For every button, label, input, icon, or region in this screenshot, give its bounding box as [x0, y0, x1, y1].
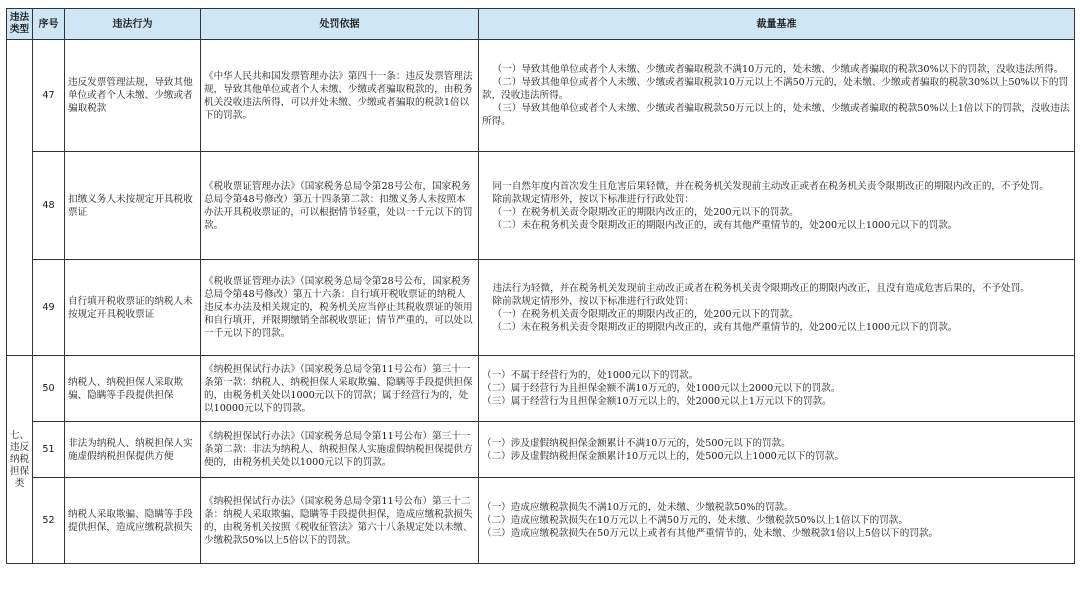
row-number: 47 [33, 40, 65, 152]
table-row [7, 40, 1075, 152]
row-behavior: 非法为纳税人、纳税担保人实施虚假纳税担保提供方便 [65, 422, 201, 478]
standard-line: （一）造成应缴税款损失不满10万元的，处未缴、少缴税款50%的罚款。 [482, 502, 794, 513]
row-standard [479, 260, 1075, 356]
row-basis: 《纳税担保试行办法》（国家税务总局令第11号公布）第三十一条第二款：非法为纳税人、纳税担保人实施虚假纳税担保提供方便的，由税务机关处以1000元以下的罚款。 [201, 422, 479, 478]
row-basis: 《纳税担保试行办法》（国家税务总局令第11号公布）第三十一条第一款：纳税人、纳税担保人采取欺骗、隐瞒等手段提供担保的，由税务机关处以1000元以下的罚款；属于经营行为的，处以10000元以下的罚款。 [201, 356, 479, 422]
standard-line: 违法行为轻微，并在税务机关发现前主动改正或者在税务机关责令限期改正的期限内改正，且没有造成危害后果的，不予处罚。 [492, 282, 1030, 294]
standard-line: （一）导致其他单位或者个人未缴、少缴或者骗取税款不满10万元的，处未缴、少缴或者骗取的税款30%以下的罚款，没收违法所得。 [492, 64, 1064, 75]
row-basis: 《纳税担保试行办法》（国家税务总局令第11号公布）第三十二条：纳税人采取欺骗、隐瞒等手段提供担保，造成应缴税款损失的，由税务机关按照《税收征管法》第六十八条规定处以未缴、少缴税款50%以上5倍以下的罚款。 [201, 478, 479, 564]
row-number: 52 [33, 478, 65, 564]
row-number: 48 [33, 152, 65, 260]
row-standard [479, 152, 1075, 260]
table-row [7, 152, 1075, 260]
row-behavior: 纳税人采取欺骗、隐瞒等手段提供担保，造成应缴税款损失 [65, 478, 201, 564]
header-basis: 处罚依据 [201, 9, 479, 40]
standard-line: （三）属于经营行为且担保金额10万元以上的，处2000元以上1万元以下的罚款。 [482, 396, 832, 407]
row-standard [479, 356, 1075, 422]
row-number: 50 [33, 356, 65, 422]
row-number: 51 [33, 422, 65, 478]
standard-line: （三）造成应缴税款损失在50万元以上或者有其他严重情节的，处未缴、少缴税款1倍以上5倍以下的罚款。 [482, 528, 939, 539]
standard-line: （二）造成应缴税款损失在10万元以上不满50万元的，处未缴、少缴税款50%以上1倍以下的罚款。 [482, 515, 908, 526]
table-row [7, 356, 1075, 422]
header-number: 序号 [33, 9, 65, 40]
standard-line: （二）未在税务机关责令限期改正的期限内改正的，或有其他严重情节的，处200元以上1000元以下的罚款。 [492, 219, 958, 231]
row-standard [479, 478, 1075, 564]
standard-line: （二）导致其他单位或者个人未缴、少缴或者骗取税款10万元以上不满50万元的，处未缴、少缴或者骗取的税款30%以上50%以下的罚款，没收违法所得。 [482, 77, 1069, 101]
penalty-standards-document [6, 8, 1074, 564]
row-behavior: 扣缴义务人未按规定开具税收票证 [65, 152, 201, 260]
table-row [7, 260, 1075, 356]
penalty-standards-table [6, 8, 1075, 564]
table-row [7, 422, 1075, 478]
standard-line: （一）在税务机关责令限期改正的期限内改正的，处200元以下的罚款。 [492, 308, 799, 320]
row-number: 49 [33, 260, 65, 356]
header-behavior: 违法行为 [65, 9, 201, 40]
category-cell [7, 40, 33, 356]
row-behavior: 自行填开税收票证的纳税人未按规定开具税收票证 [65, 260, 201, 356]
row-standard [479, 422, 1075, 478]
standard-line: （一）在税务机关责令限期改正的期限内改正的，处200元以下的罚款。 [492, 206, 799, 218]
row-behavior: 纳税人、纳税担保人采取欺骗、隐瞒等手段提供担保 [65, 356, 201, 422]
category-cell: 七、 违反 纳税 担保 类 [7, 356, 33, 564]
header-category: 违法 类型 [7, 9, 33, 40]
standard-line: （一）不属于经营行为的，处1000元以下的罚款。 [482, 370, 699, 381]
standard-line: （一）涉及虚假纳税担保金额累计不满10万元的，处500元以下的罚款。 [482, 437, 791, 449]
standard-line: （三）导致其他单位或者个人未缴、少缴或者骗取税款50万元以上的，处未缴、少缴或者骗取的税款50%以上1倍以下的罚款，没收违法所得。 [482, 103, 1070, 127]
standard-line: （二）涉及虚假纳税担保金额累计10万元以上的，处500元以上1000元以下的罚款。 [482, 450, 844, 462]
standard-line: 同一自然年度内首次发生且危害后果轻微，并在税务机关发现前主动改正或者在税务机关责令限期改正的期限内改正的，不予处罚。 [492, 180, 1049, 192]
table-row [7, 478, 1075, 564]
row-basis: 《税收票证管理办法》（国家税务总局令第28号公布，国家税务总局令第48号修改）第五十六条：自行填开税收票证的纳税人违反本办法及相关规定的，税务机关应当停止其税收票证的领用和自行填开，并限期缴销全部税收票证；情节严重的，可以处以一千元以下的罚款。 [201, 260, 479, 356]
standard-line: 除前款规定情形外，按以下标准进行行政处罚： [492, 193, 695, 205]
row-basis: 《税收票证管理办法》（国家税务总局令第28号公布，国家税务总局令第48号修改）第五十四条第二款：扣缴义务人未按照本办法开具税收票证的，可以根据情节轻重，处以一千元以下的罚款。 [201, 152, 479, 260]
row-behavior: 违反发票管理法规，导致其他单位或者个人未缴、少缴或者骗取税款 [65, 40, 201, 152]
standard-line: 除前款规定情形外，按以下标准进行行政处罚： [492, 295, 695, 307]
row-standard [479, 40, 1075, 152]
table-header-row [7, 9, 1075, 40]
header-standard: 裁量基准 [479, 9, 1075, 40]
standard-line: （二）未在税务机关责令限期改正的期限内改正的，或有其他严重情节的，处200元以上1000元以下的罚款。 [492, 321, 958, 333]
row-basis: 《中华人民共和国发票管理办法》第四十一条：违反发票管理法规，导致其他单位或者个人未缴、少缴或者骗取税款的，由税务机关没收违法所得，可以并处未缴、少缴或者骗取的税款1倍以下的罚款。 [201, 40, 479, 152]
standard-line: （二）属于经营行为且担保金额不满10万元的，处1000元以上2000元以下的罚款。 [482, 383, 841, 394]
